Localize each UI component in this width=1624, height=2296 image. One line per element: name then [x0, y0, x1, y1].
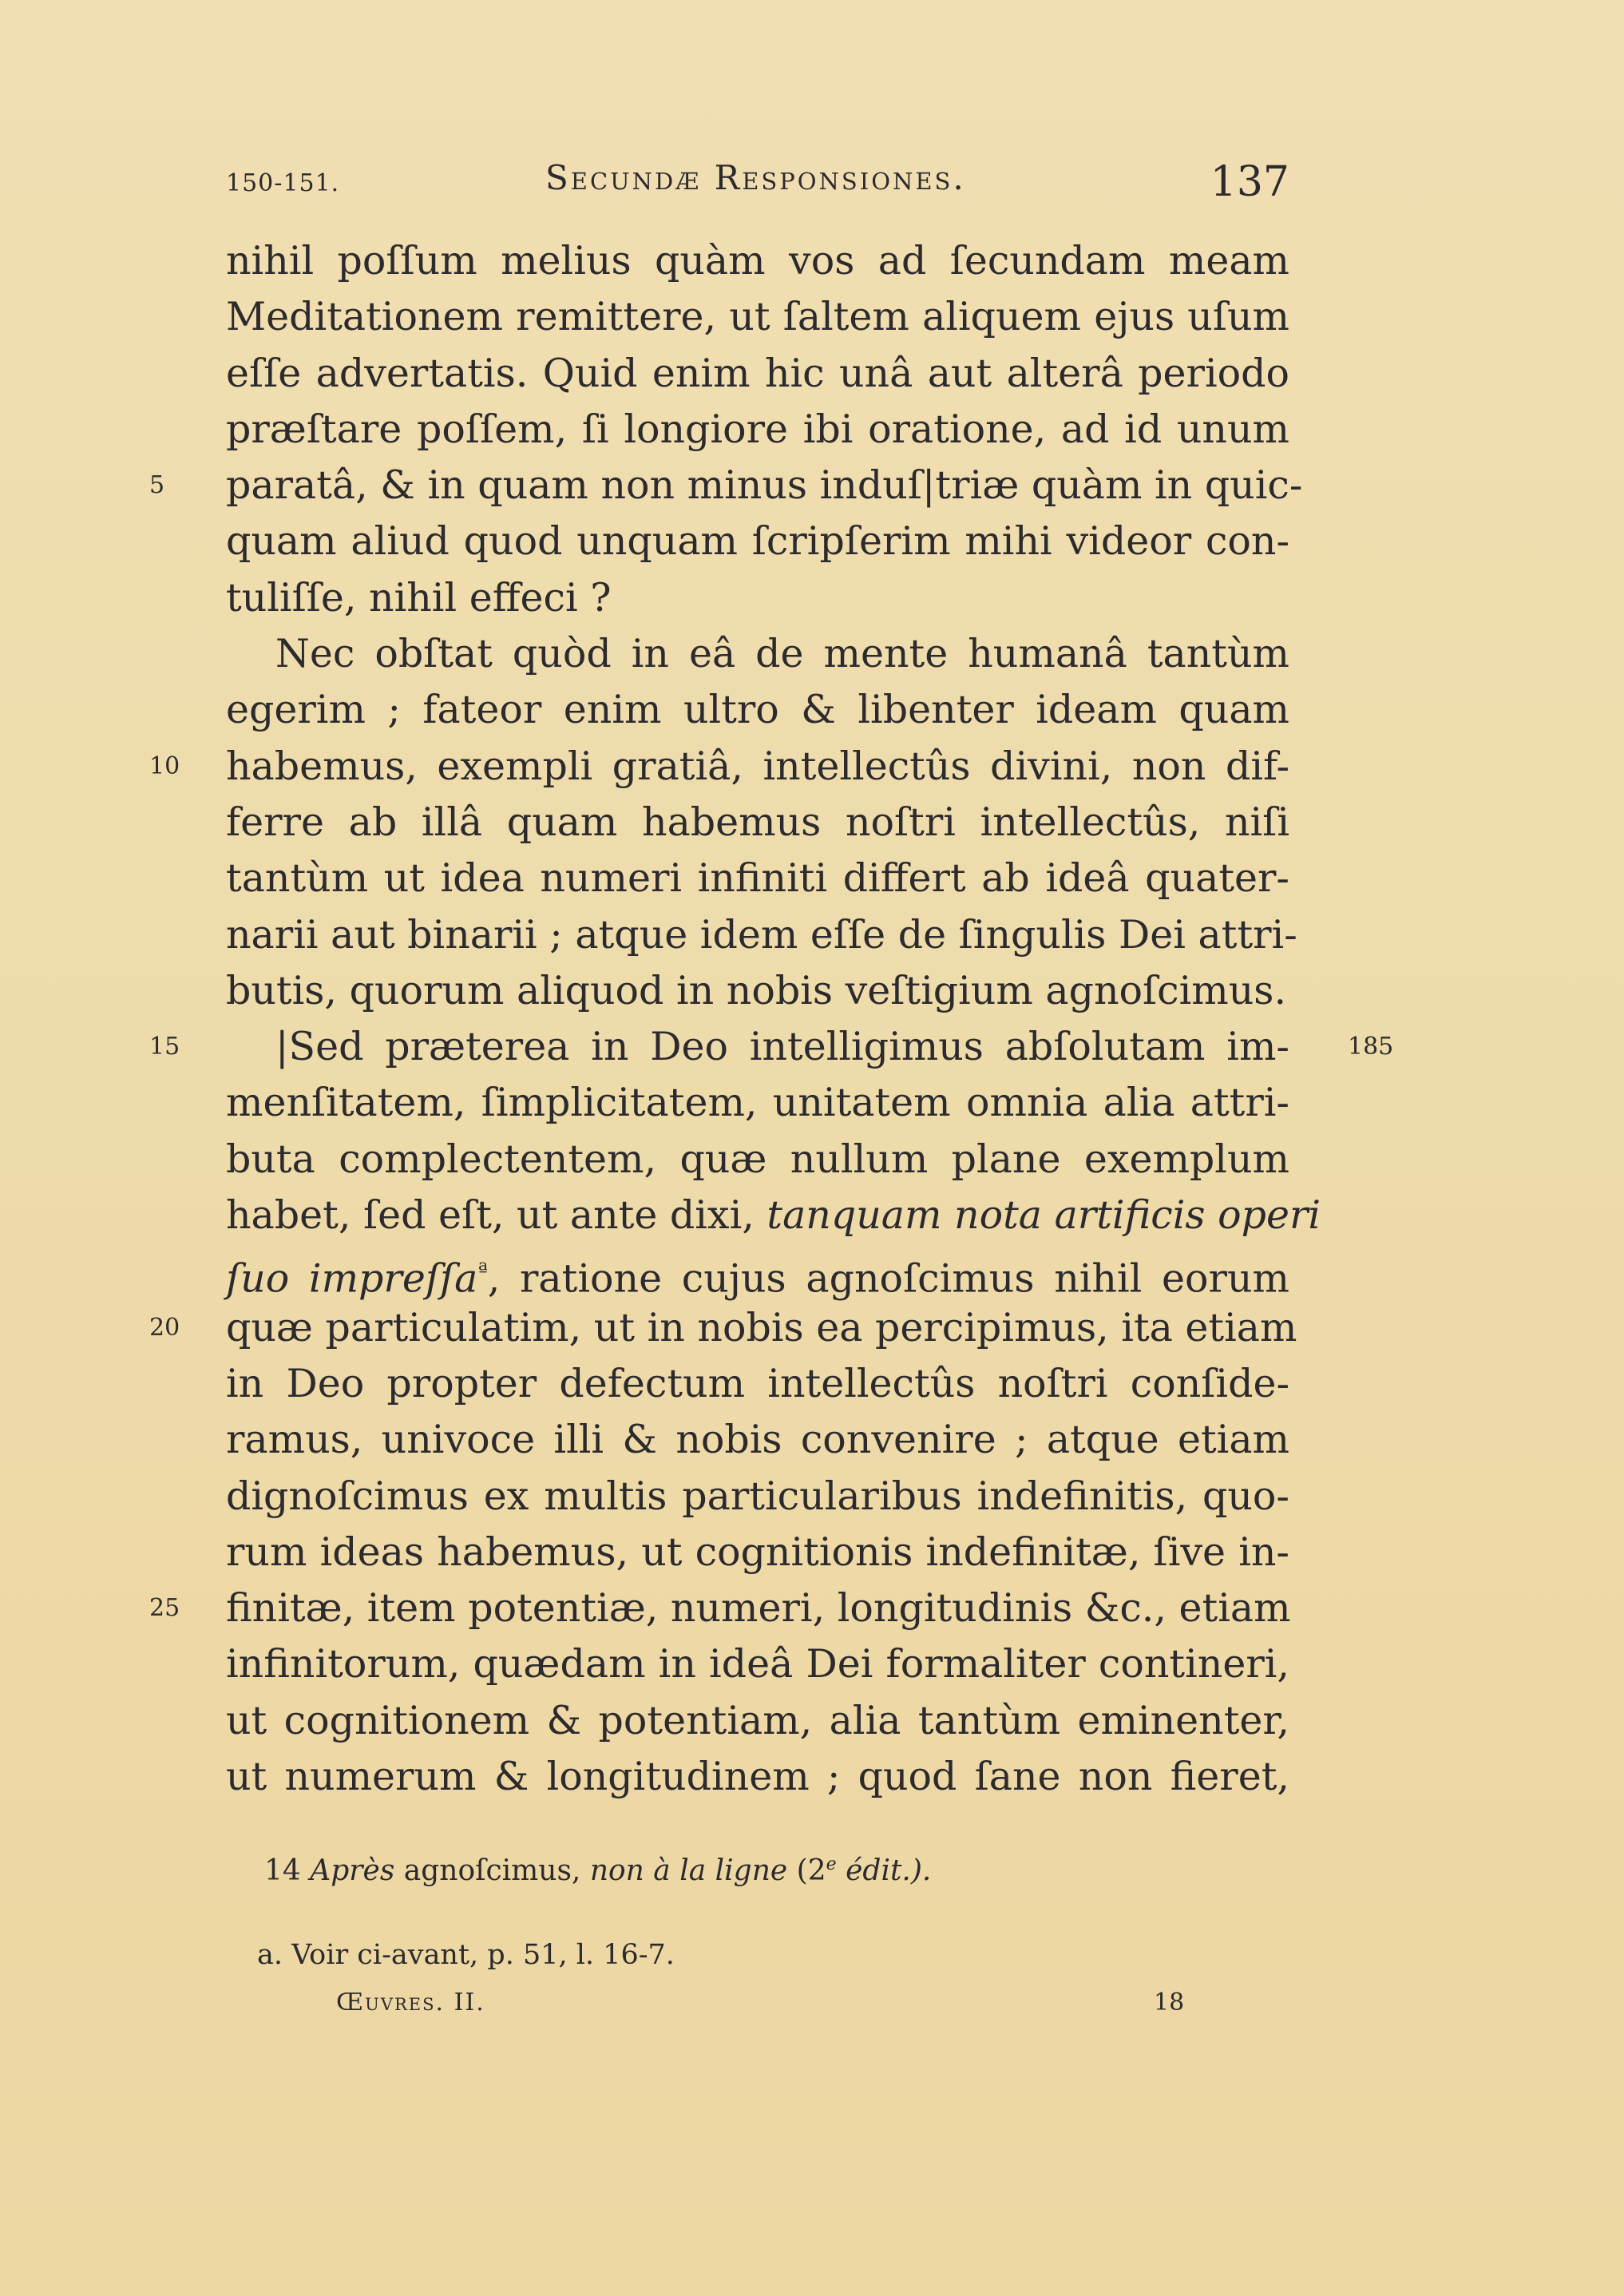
header-title: Secundæ Responsiones. — [545, 158, 966, 197]
text-segment: tuliſſe, nihil effeci ? — [226, 574, 612, 621]
footnote-a: a. Voir ci-avant, p. 51, l. 16-7. — [257, 1939, 675, 1971]
variant-footnote — [264, 1854, 931, 1887]
text-segment: ut numerum & longitudinem ; quod ſane non fieret, — [226, 1754, 1289, 1800]
signature-number: 18 — [1154, 1989, 1185, 2016]
text-line — [226, 402, 1289, 458]
text-segment: ª — [477, 1259, 488, 1284]
text-segment: eſſe advertatis. Quid enim hic unâ aut alterâ periodo — [226, 350, 1289, 396]
text-segment: quæ particulatim, ut in nobis ea percipimus, ita etiam — [226, 1304, 1297, 1350]
text-segment: , ratione cujus agnoſcimus nihil eorum — [487, 1255, 1289, 1302]
text-segment: dignoſcimus ex multis particularibus indefinitis, quo- — [226, 1473, 1289, 1519]
text-line — [226, 1243, 1289, 1302]
text-line — [149, 1580, 1291, 1636]
text-line — [226, 346, 1289, 402]
text-line — [226, 1075, 1289, 1131]
text-line — [226, 289, 1289, 345]
text-line — [226, 1188, 1321, 1243]
variant-edition-close: édit.). — [846, 1854, 932, 1887]
text-line — [226, 1356, 1289, 1412]
text-line — [226, 682, 1289, 738]
header-page-range: 150-151. — [226, 169, 340, 197]
text-line — [149, 739, 1289, 795]
variant-edition — [797, 1854, 932, 1887]
text-segment: in Deo propter defectum intellectûs noſtri conſide- — [226, 1360, 1289, 1406]
text-segment: quam aliud quod unquam ſcripſerim mihi videor con- — [226, 518, 1289, 565]
line-number: 5 — [149, 471, 165, 500]
text-segment: rum ideas habemus, ut cognitionis indefinitæ, ſive in- — [226, 1529, 1289, 1575]
text-line — [149, 458, 1303, 514]
line-number: 15 — [149, 1033, 180, 1061]
text-segment: ramus, univoce illi & nobis convenire ; atque etiam — [226, 1417, 1289, 1463]
line-number: 20 — [149, 1313, 180, 1342]
text-line — [149, 1019, 1394, 1075]
variant-word: agnoſcimus, — [403, 1854, 581, 1887]
text-segment: narii aut binarii ; atque idem eſſe de ſingulis Dei attri- — [226, 911, 1297, 958]
text-segment: præſtare poſſem, ſi longiore ibi oratione, ad id unum — [226, 406, 1289, 452]
variant-edition-sup: e — [826, 1854, 837, 1874]
text-segment: tantùm ut idea numeri infiniti differt ab ideâ quater- — [226, 855, 1289, 902]
text-segment: butis, quorum aliquod in nobis veſtigium agnoſcimus. — [226, 967, 1287, 1013]
text-line — [226, 1469, 1289, 1525]
text-line — [226, 233, 1289, 289]
text-line — [226, 570, 1289, 626]
margin-page-ref: 185 — [1348, 1033, 1394, 1061]
text-line — [226, 1412, 1289, 1468]
text-segment: egerim ; fateor enim ultro & libenter ideam quam — [226, 687, 1289, 733]
text-line — [226, 626, 1289, 682]
text-segment: finitæ, item potentiæ, numeri, longitudinis &c., etiam — [226, 1585, 1291, 1632]
text-line — [226, 795, 1289, 851]
variant-line-ref: 14 — [264, 1854, 301, 1887]
text-line — [226, 1693, 1289, 1749]
text-line — [226, 514, 1289, 569]
text-line — [226, 963, 1289, 1019]
text-segment: ſuo impreſſa — [226, 1255, 478, 1302]
line-number: 10 — [149, 751, 180, 780]
text-line — [226, 907, 1297, 963]
body-text — [149, 233, 1394, 1805]
text-line — [226, 1525, 1289, 1580]
text-line — [226, 1636, 1289, 1692]
text-segment: tanquam nota artificis operi — [766, 1192, 1321, 1239]
text-segment: Nec obſtat quòd in eâ de mente humanâ tantùm — [275, 631, 1289, 677]
page-number: 137 — [1210, 158, 1289, 206]
text-segment: habemus, exempli gratiâ, intellectûs divini, non dif- — [226, 743, 1289, 789]
text-segment: infinitorum, quædam in ideâ Dei formaliter contineri, — [226, 1641, 1289, 1687]
running-header — [226, 158, 1289, 206]
variant-note: non à la ligne — [589, 1854, 788, 1887]
text-segment: ut cognitionem & potentiam, alia tantùm eminenter, — [226, 1697, 1289, 1743]
variant-apres: Après — [310, 1854, 395, 1887]
text-segment: paratâ, & in quam non minus induſ|triæ quàm in quic- — [226, 462, 1303, 509]
text-segment: menſitatem, ſimplicitatem, unitatem omnia alia attri- — [226, 1080, 1289, 1126]
text-line — [226, 851, 1289, 906]
text-line — [226, 1132, 1289, 1188]
line-number: 25 — [149, 1594, 180, 1623]
text-line — [226, 1749, 1289, 1805]
text-segment: |Sed præterea in Deo intelligimus abſolutam im- — [275, 1024, 1289, 1070]
text-segment: habet, ſed eſt, ut ante dixi, — [226, 1192, 767, 1239]
text-segment: Meditationem remittere, ut ſaltem aliquem ejus uſum — [226, 294, 1289, 340]
signature-mark: Œuvres. II. — [336, 1989, 485, 2016]
text-line — [149, 1300, 1297, 1356]
text-segment: buta complectentem, quæ nullum plane exemplum — [226, 1136, 1289, 1182]
variant-edition-open: (2 — [796, 1854, 826, 1887]
text-segment: ferre ab illâ quam habemus noſtri intellectûs, niſi — [226, 799, 1289, 845]
text-segment: nihil poſſum melius quàm vos ad ſecundam meam — [226, 238, 1289, 284]
